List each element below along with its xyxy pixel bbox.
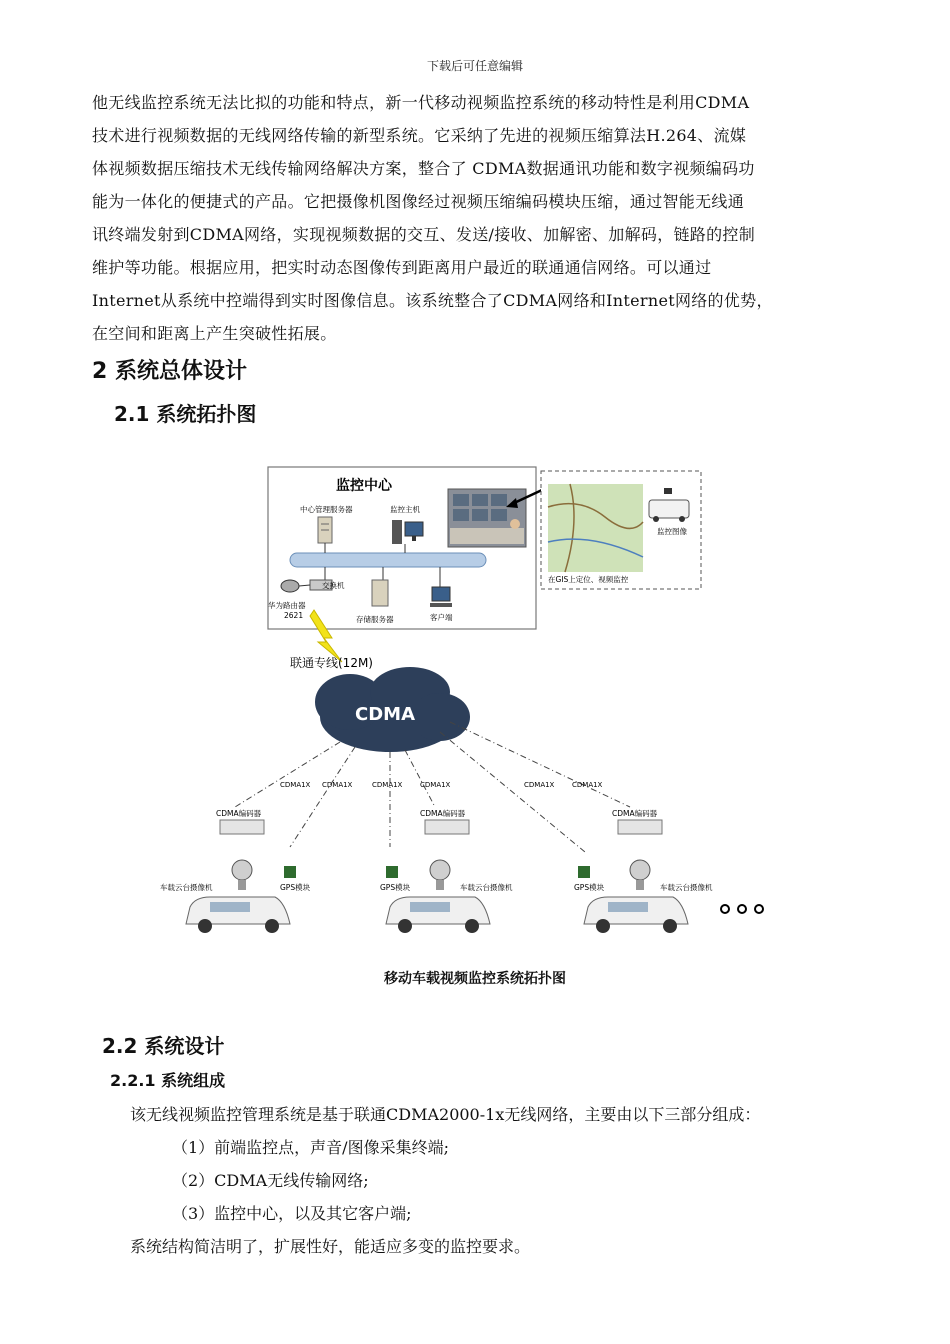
body-line: 系统结构简洁明了，扩展性好，能适应多变的监控要求。 xyxy=(130,1237,531,1256)
intro-line: Internet从系统中控端得到实时图像信息。该系统整合了CDMA网络和Internet网络的优势， xyxy=(92,291,773,310)
encoder-icon xyxy=(618,820,662,834)
link-label: CDMA1X xyxy=(420,781,451,789)
gps-icon xyxy=(578,866,590,878)
encoder-label: CDMA编码器 xyxy=(216,809,262,818)
leased-line-label: 联通专线(12M) xyxy=(290,656,373,670)
encoder-icon xyxy=(220,820,264,834)
management-server-icon xyxy=(318,517,332,543)
intro-line: 技术进行视频数据的无线网络传输的新型系统。它采纳了先进的视频压缩算法H.264、流媒 xyxy=(92,126,747,145)
section-heading: 2 系统总体设计 xyxy=(92,359,247,384)
camera-icon xyxy=(430,860,450,890)
storage-server-icon xyxy=(372,580,388,606)
camera-label: 车载云台摄像机 xyxy=(460,883,513,892)
encoder-label: CDMA编码器 xyxy=(420,809,466,818)
gis-caption: 在GIS上定位、视频监控 xyxy=(548,575,629,584)
camera-icon xyxy=(232,860,252,890)
van-icon xyxy=(584,897,688,933)
subsection-heading: 2.2 系统设计 xyxy=(102,1034,225,1058)
van-icon xyxy=(386,897,490,933)
gps-icon xyxy=(284,866,296,878)
center-title: 监控中心 xyxy=(336,478,392,494)
subsubsection-heading: 2.2.1 系统组成 xyxy=(110,1071,226,1090)
link-label: CDMA1X xyxy=(572,781,603,789)
mgmt-server-label: 中心管理服务器 xyxy=(300,505,353,514)
topology-diagram xyxy=(150,462,790,962)
cloud-label: CDMA xyxy=(355,704,415,725)
camera-label: 车载云台摄像机 xyxy=(660,883,713,892)
gps-icon xyxy=(386,866,398,878)
van-icon xyxy=(186,897,290,933)
ellipsis-dots-icon xyxy=(721,905,763,913)
gps-label: GPS模块 xyxy=(380,883,411,892)
intro-line: 体视频数据压缩技术无线传输网络解决方案，整合了 CDMA数据通讯功能和数字视频编码功 xyxy=(92,159,755,178)
router-label: 华为路由器 xyxy=(268,601,306,610)
gis-map xyxy=(548,484,643,572)
link-label: CDMA1X xyxy=(372,781,403,789)
switch-label: 交换机 xyxy=(322,581,345,590)
client-pc-icon xyxy=(430,587,452,607)
subsection-heading: 2.1 系统拓扑图 xyxy=(114,402,257,426)
encoder-icon xyxy=(425,820,469,834)
intro-line: 能为一体化的便捷式的产品。它把摄像机图像经过视频压缩编码模块压缩，通过智能无线通 xyxy=(92,192,745,211)
storage-label: 存储服务器 xyxy=(356,615,394,624)
control-room-photo xyxy=(448,489,526,547)
intro-line: 讯终端发射到CDMA网络，实现视频数据的交互、发送/接收、加解密、加解码，链路的控制 xyxy=(92,225,755,244)
intro-line: 维护等功能。根据应用，把实时动态图像传到距离用户最近的联通通信网络。可以通过 xyxy=(92,258,712,277)
intro-line: 他无线监控系统无法比拟的功能和特点，新一代移动视频监控系统的移动特性是利用CDMA xyxy=(92,93,750,112)
gps-label: GPS模块 xyxy=(574,883,605,892)
monitor-image-label: 监控图像 xyxy=(657,527,687,536)
page-header: 下载后可任意编辑 xyxy=(426,59,523,73)
gps-label: GPS模块 xyxy=(280,883,311,892)
figure-caption: 移动车载视频监控系统拓扑图 xyxy=(384,971,566,987)
link-label: CDMA1X xyxy=(280,781,311,789)
camera-label: 车载云台摄像机 xyxy=(160,883,213,892)
camera-icon xyxy=(630,860,650,890)
list-item: （3）监控中心，以及其它客户端; xyxy=(172,1204,412,1223)
router-model-label: 2621 xyxy=(284,611,304,620)
router-icon xyxy=(281,580,299,592)
client-label: 客户端 xyxy=(430,613,453,622)
encoder-label: CDMA编码器 xyxy=(612,809,658,818)
monitor-host-label: 监控主机 xyxy=(390,505,420,514)
network-bus xyxy=(290,553,486,567)
list-item: （2）CDMA无线传输网络; xyxy=(172,1171,369,1190)
body-line: 该无线视频监控管理系统是基于联通CDMA2000-1x无线网络，主要由以下三部分组成： xyxy=(130,1105,761,1124)
link-label: CDMA1X xyxy=(524,781,555,789)
intro-line: 在空间和距离上产生突破性拓展。 xyxy=(92,324,337,343)
link-label: CDMA1X xyxy=(322,781,353,789)
list-item: （1）前端监控点，声音/图像采集终端; xyxy=(172,1138,449,1157)
